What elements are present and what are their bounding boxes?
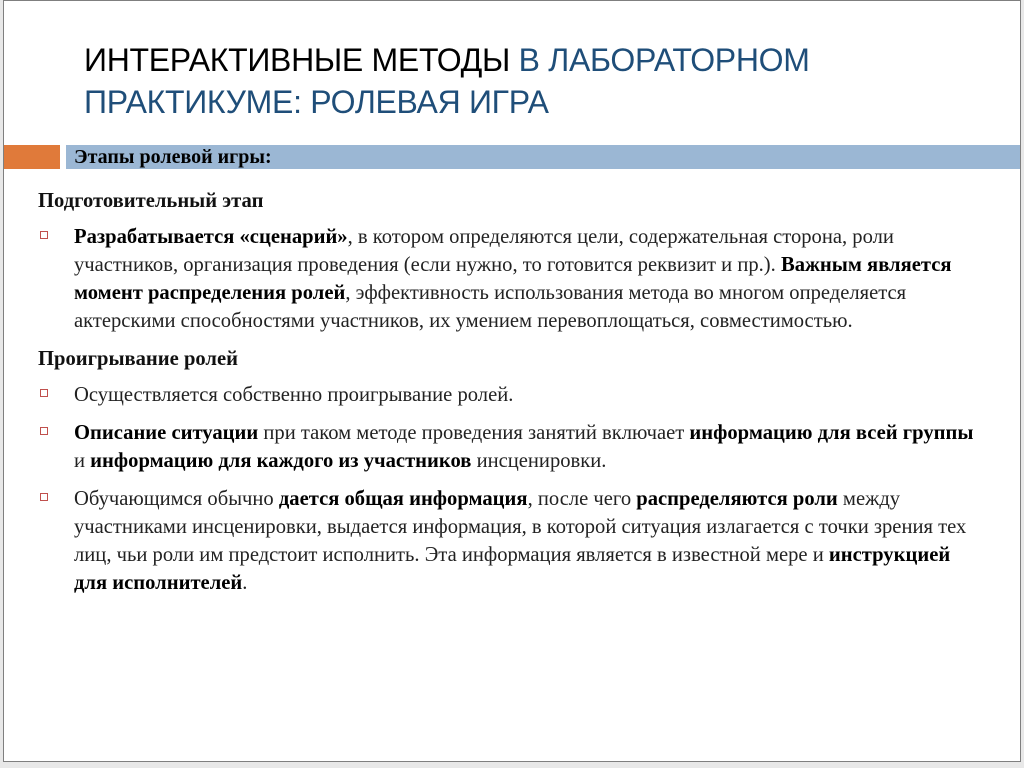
bold-text: Разрабатывается «сценарий»: [74, 226, 348, 248]
section-title-preparation: Подготовительный этап: [38, 190, 264, 212]
title-part-accent: В ЛАБОРАТОРНОМ ПРАКТИКУМЕ: РОЛЕВАЯ ИГРА: [84, 42, 810, 120]
subtitle: Этапы ролевой игры:: [74, 146, 272, 168]
bold-text: Описание ситуации: [74, 422, 259, 444]
bold-text: инструкцией для исполнителей: [74, 544, 951, 594]
section-title-roleplay: Проигрывание ролей: [38, 348, 238, 370]
bullet-roleplay-1: [38, 381, 978, 409]
title-part-black: ИНТЕРАКТИВНЫЕ МЕТОДЫ: [84, 42, 519, 78]
bold-text: информацию для каждого из участников: [90, 450, 472, 472]
content-body: [38, 187, 978, 607]
orange-accent-bar: [4, 145, 60, 169]
text: Обучающимся обычно: [74, 488, 279, 510]
bullet-roleplay-2: [38, 419, 978, 475]
square-bullet-icon: [40, 231, 48, 239]
bold-text: Важным является момент распределения ролей: [74, 254, 952, 304]
slide-title: [84, 39, 984, 123]
text: , в котором определяются цели, содержательная сторона, роли участников, организация проведения (если нужно, то готовится реквизит и пр.).: [74, 226, 894, 276]
text: между участниками инсценировки, выдается информация, в которой ситуация излагается с точки зрения тех лиц, чьи роли им предстоит исполнить. Эта информация является в известной мере и: [74, 488, 967, 566]
bold-text: дается общая информация: [278, 488, 528, 510]
text: .: [242, 572, 248, 594]
square-bullet-icon: [40, 493, 48, 501]
text: инсценировки.: [471, 450, 607, 472]
text: и: [74, 450, 91, 472]
bullet-preparation: [38, 223, 978, 335]
bold-text: информацию для всей группы: [689, 422, 974, 444]
square-bullet-icon: [40, 427, 48, 435]
text: Осуществляется собственно проигрывание ролей.: [74, 384, 514, 406]
square-bullet-icon: [40, 389, 48, 397]
bold-text: распределяются роли: [636, 488, 838, 510]
text: , после чего: [527, 488, 637, 510]
text: , эффективность использования метода во многом определяется актерскими способностями участников, их умением перевоплощаться, совместимостью.: [74, 282, 907, 332]
slide: [3, 0, 1021, 762]
bullet-roleplay-3: [38, 485, 978, 597]
text: при таком методе проведения занятий включает: [258, 422, 690, 444]
